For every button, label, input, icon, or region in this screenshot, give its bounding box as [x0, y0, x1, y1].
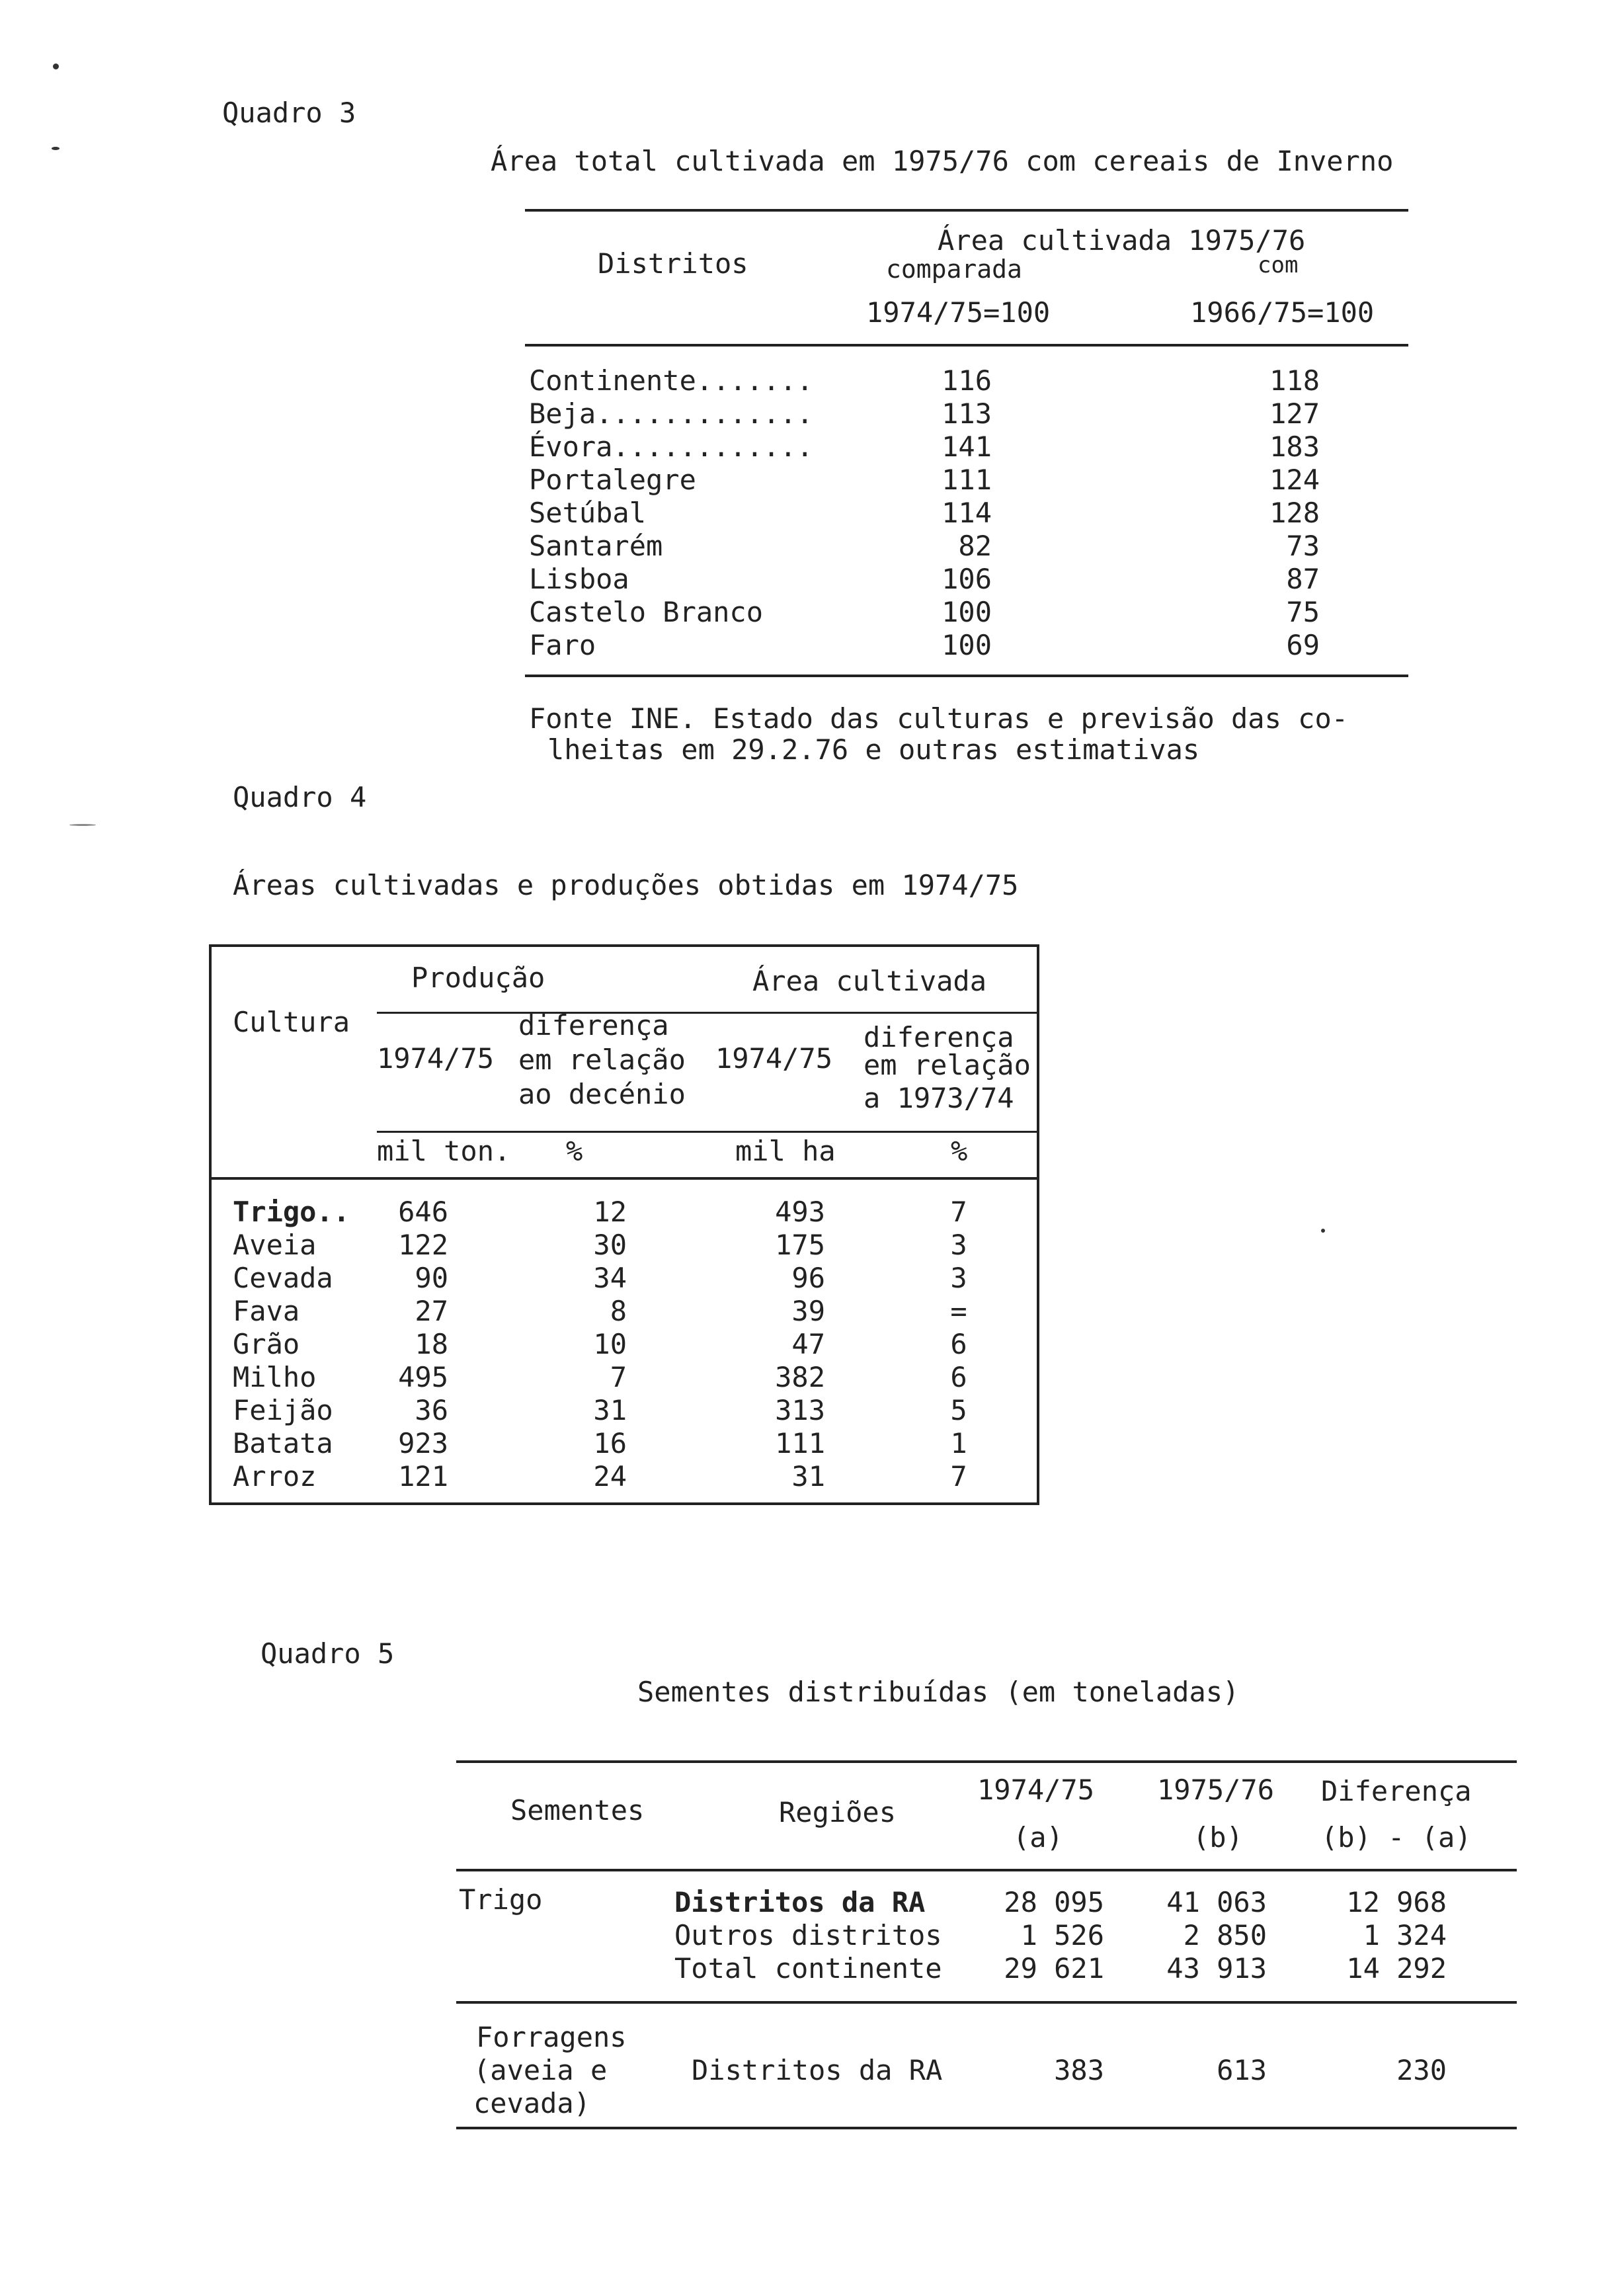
table-row-district: Faro: [529, 629, 596, 661]
quadro4-header-production: Produção: [411, 962, 545, 994]
quadro5-header-diff: Diferença: [1321, 1775, 1472, 1807]
table-row-district: Santarém: [529, 530, 663, 562]
quadro4-header-prod-year: 1974/75: [377, 1042, 495, 1075]
quadro4-header-prod-diff-1: diferença: [518, 1009, 669, 1042]
quadro4-header-rule: [209, 1177, 1039, 1180]
quadro4-frame-left: [209, 944, 212, 1504]
quadro3-bottom-rule: [525, 675, 1408, 677]
table-cell-area-diff: 3: [950, 1229, 967, 1261]
quadro4-title: Áreas cultivadas e produções obtidas em 1974/75: [233, 869, 1019, 901]
quadro4-unit-area-pct: %: [951, 1135, 968, 1167]
quadro3-header-col1: 1974/75=100: [866, 296, 1051, 329]
quadro5-forragens-label-2: (aveia e: [473, 2054, 608, 2086]
quadro4-header-area-diff-1: diferença: [864, 1021, 1014, 1053]
table-cell-production-diff: 10: [593, 1328, 627, 1360]
table-row-crop: Feijão: [233, 1394, 333, 1426]
quadro3-header-col2: 1966/75=100: [1190, 296, 1375, 329]
quadro5-header-y2-sub: (b): [1193, 1821, 1243, 1854]
quadro4-unit-rule-top: [377, 1131, 1038, 1133]
quadro3-header-area: Área cultivada 1975/76: [938, 224, 1306, 257]
table-row-crop: Trigo..: [233, 1196, 350, 1228]
quadro5-bottom-rule: [456, 2127, 1517, 2129]
table-row-region: Outros distritos: [674, 1919, 942, 1951]
table-cell-production: 121: [398, 1460, 448, 1493]
quadro4-header-area: Área cultivada: [752, 965, 987, 997]
table-cell-area: 382: [775, 1361, 825, 1393]
table-cell-1966: 87: [1286, 563, 1320, 595]
table-cell-difference: 14 292: [1346, 1952, 1447, 1985]
quadro4-label: Quadro 4: [233, 781, 367, 813]
table-cell-area-diff: 7: [950, 1460, 967, 1493]
quadro3-label: Quadro 3: [222, 97, 356, 129]
quadro4-header-prod-diff-2: em relação: [518, 1044, 686, 1076]
table-cell-area-diff: 5: [950, 1394, 967, 1426]
table-cell-area: 493: [775, 1196, 825, 1228]
table-cell-production: 18: [415, 1328, 448, 1360]
scan-speck: [69, 824, 96, 826]
table-cell-area-diff: 7: [950, 1196, 967, 1228]
table-row-region: Distritos da RA: [692, 2054, 943, 2086]
table-row-district: Beja.............: [529, 397, 813, 430]
table-cell-production: 122: [398, 1229, 448, 1261]
table-cell-1966: 118: [1269, 364, 1320, 397]
table-row-district: Évora............: [529, 430, 813, 463]
quadro4-header-area-diff-2: em relação: [864, 1049, 1031, 1081]
quadro5-header-y2: 1975/76: [1157, 1774, 1275, 1806]
table-cell-production-diff: 16: [593, 1427, 627, 1459]
table-row-region: Total continente: [674, 1952, 942, 1985]
quadro3-title: Área total cultivada em 1975/76 com cereais de Inverno: [491, 145, 1394, 177]
table-cell-area: 47: [791, 1328, 825, 1360]
table-cell-1975: 41 063: [1166, 1886, 1267, 1918]
quadro3-source-line1: Fonte INE. Estado das culturas e previsão das co-: [529, 702, 1349, 735]
table-cell-production: 923: [398, 1427, 448, 1459]
quadro5-header-seeds: Sementes: [510, 1794, 645, 1826]
table-cell-1975: 2 850: [1183, 1919, 1267, 1951]
table-cell-area: 96: [791, 1262, 825, 1294]
table-row-district: Lisboa: [529, 563, 629, 595]
table-row-crop: Milho: [233, 1361, 317, 1393]
quadro5-label: Quadro 5: [261, 1637, 395, 1670]
table-cell-production-diff: 30: [593, 1229, 627, 1261]
table-cell-production-diff: 12: [593, 1196, 627, 1228]
quadro5-trigo-label: Trigo: [459, 1883, 543, 1916]
scan-speck: [53, 63, 59, 69]
quadro5-forragens-label-1: Forragens: [476, 2021, 627, 2053]
table-cell-area: 313: [775, 1394, 825, 1426]
table-cell-production: 646: [398, 1196, 448, 1228]
quadro5-section-rule: [456, 2001, 1517, 2004]
table-cell-1974: 114: [942, 497, 992, 529]
quadro4-header-prod-diff-3: ao decénio: [518, 1078, 686, 1110]
table-cell-1966: 127: [1269, 397, 1320, 430]
table-row-crop: Batata: [233, 1427, 333, 1459]
table-cell-1974: 113: [942, 397, 992, 430]
table-cell-production-diff: 7: [610, 1361, 627, 1393]
scan-speck: [1321, 1229, 1325, 1233]
table-cell-1974: 383: [1054, 2054, 1104, 2086]
table-cell-area-diff: 3: [950, 1262, 967, 1294]
table-cell-production: 90: [415, 1262, 448, 1294]
table-cell-1974: 1 526: [1020, 1919, 1104, 1951]
table-cell-production: 27: [415, 1295, 448, 1327]
quadro4-frame-right: [1037, 944, 1039, 1504]
table-cell-1975: 43 913: [1166, 1952, 1267, 1985]
table-cell-1966: 124: [1269, 464, 1320, 496]
table-cell-difference: 230: [1396, 2054, 1447, 2086]
quadro4-header-culture: Cultura: [233, 1006, 350, 1038]
quadro4-unit-prod: mil ton.: [377, 1135, 511, 1167]
table-row-crop: Grão: [233, 1328, 300, 1360]
quadro5-title: Sementes distribuídas (em toneladas): [637, 1676, 1240, 1708]
table-cell-area: 175: [775, 1229, 825, 1261]
table-row-crop: Arroz: [233, 1460, 317, 1493]
quadro5-header-rule: [456, 1869, 1517, 1871]
table-row-crop: Cevada: [233, 1262, 333, 1294]
table-cell-1974: 28 095: [1004, 1886, 1104, 1918]
table-cell-production-diff: 31: [593, 1394, 627, 1426]
table-cell-1974: 100: [942, 629, 992, 661]
table-cell-1974: 111: [942, 464, 992, 496]
quadro4-frame-top: [209, 944, 1039, 947]
quadro4-header-area-diff-3: a 1973/74: [864, 1082, 1014, 1114]
quadro3-header-with: com: [1258, 252, 1299, 278]
table-cell-1966: 183: [1269, 430, 1320, 463]
table-cell-1966: 128: [1269, 497, 1320, 529]
quadro3-source-line2: lheitas em 29.2.76 e outras estimativas: [547, 733, 1200, 766]
quadro5-header-y1: 1974/75: [977, 1774, 1095, 1806]
quadro4-header-area-year: 1974/75: [715, 1042, 833, 1075]
table-row-crop: Aveia: [233, 1229, 317, 1261]
table-row-crop: Fava: [233, 1295, 300, 1327]
table-row-region: Distritos da RA: [674, 1886, 926, 1918]
table-cell-1974: 82: [958, 530, 992, 562]
quadro3-header-rule: [525, 344, 1408, 347]
table-row-district: Continente.......: [529, 364, 813, 397]
quadro4-unit-prod-pct: %: [566, 1135, 583, 1167]
table-cell-difference: 12 968: [1346, 1886, 1447, 1918]
table-row-district: Portalegre: [529, 464, 696, 496]
table-row-district: Castelo Branco: [529, 596, 764, 628]
table-cell-area: 31: [791, 1460, 825, 1493]
table-cell-production-diff: 8: [610, 1295, 627, 1327]
table-cell-1974: 141: [942, 430, 992, 463]
table-cell-area-diff: 6: [950, 1361, 967, 1393]
table-cell-1966: 75: [1286, 596, 1320, 628]
table-cell-area-diff: 1: [950, 1427, 967, 1459]
scan-speck: [52, 147, 60, 150]
table-cell-difference: 1 324: [1363, 1919, 1447, 1951]
table-cell-1966: 69: [1286, 629, 1320, 661]
quadro4-frame-bottom: [209, 1502, 1039, 1505]
quadro4-subheader-rule: [377, 1012, 1038, 1014]
table-cell-1974: 106: [942, 563, 992, 595]
quadro3-header-compared: comparada: [886, 255, 1022, 284]
quadro5-header-y1-sub: (a): [1013, 1821, 1063, 1854]
quadro5-header-regions: Regiões: [779, 1796, 897, 1828]
quadro5-header-diff-sub: (b) - (a): [1321, 1821, 1472, 1854]
table-cell-production-diff: 34: [593, 1262, 627, 1294]
table-cell-1966: 73: [1286, 530, 1320, 562]
table-cell-area: 39: [791, 1295, 825, 1327]
table-cell-area-diff: 6: [950, 1328, 967, 1360]
quadro3-header-districts: Distritos: [598, 247, 748, 280]
table-cell-area: 111: [775, 1427, 825, 1459]
table-cell-1974: 116: [942, 364, 992, 397]
quadro5-forragens-label-3: cevada): [473, 2087, 591, 2119]
table-cell-production-diff: 24: [593, 1460, 627, 1493]
table-cell-production: 36: [415, 1394, 448, 1426]
table-row-district: Setúbal: [529, 497, 647, 529]
quadro4-unit-area: mil ha: [735, 1135, 836, 1167]
quadro5-top-rule: [456, 1760, 1517, 1763]
table-cell-1975: 613: [1217, 2054, 1267, 2086]
table-cell-1974: 29 621: [1004, 1952, 1104, 1985]
table-cell-production: 495: [398, 1361, 448, 1393]
quadro3-top-rule: [525, 209, 1408, 212]
table-cell-1974: 100: [942, 596, 992, 628]
table-cell-area-diff: =: [950, 1295, 967, 1327]
